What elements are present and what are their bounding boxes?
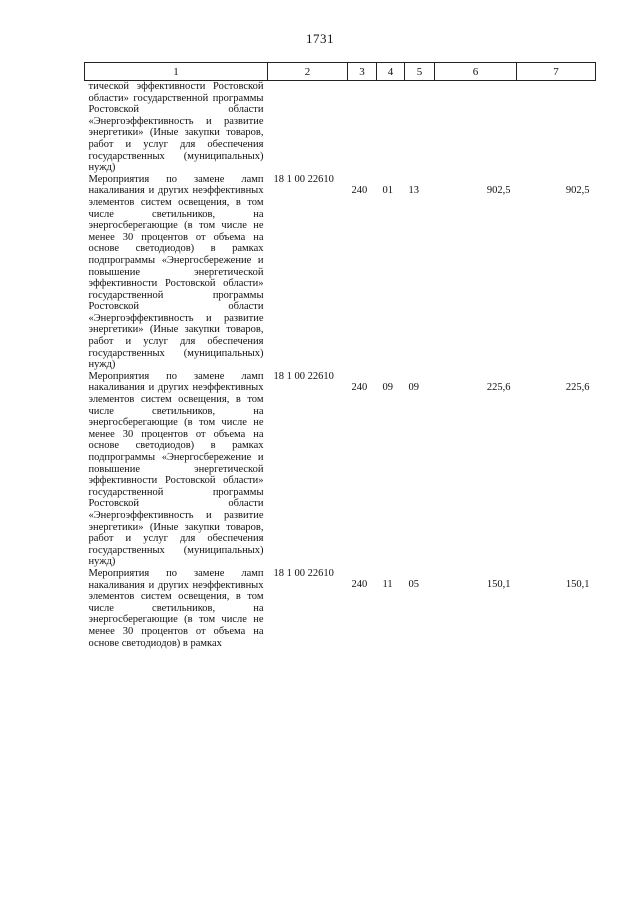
column-header: 7 xyxy=(517,63,596,81)
column-header: 1 xyxy=(85,63,268,81)
amount-col6: 902,5 xyxy=(486,184,511,196)
target-code: 18 1 00 22610 xyxy=(273,173,334,185)
amount-col6: 225,6 xyxy=(486,381,511,393)
column-header: 3 xyxy=(348,63,377,81)
subsection-code: 05 xyxy=(408,578,419,590)
amount-col7 xyxy=(517,81,596,174)
row-description: Мероприятия по замене ламп накаливания и других неэффективных элементов систем освещения, в том числе светильников, на энергосберегающие (в том числе не менее 30 процентов от объема на основе светодиодов) в рамках подпрограммы «Энергосбережение и повышение энергетической эффективности Ростовской области» государственной программы Ростовской области «Энергоэффективность и развитие энергетики» (Иные закупки товаров, работ и услуг для обеспечения государственных (муниципальных) нужд) xyxy=(88,173,264,371)
subsection-code: 13 xyxy=(408,184,419,196)
amount-col7: 902,5 xyxy=(565,184,590,196)
row-description: Мероприятия по замене ламп накаливания и других неэффективных элементов систем освещения, в том числе светильников, на энергосберегающие (в том числе не менее 30 процентов от объема на основе светодиодов) в рамках xyxy=(88,567,264,649)
amount-col6: 150,1 xyxy=(486,578,511,590)
table-row xyxy=(85,81,596,174)
column-header: 2 xyxy=(268,63,348,81)
table-row xyxy=(85,174,596,371)
subsection-code xyxy=(405,81,435,174)
amount-col6 xyxy=(435,81,517,174)
section-code xyxy=(377,81,405,174)
row-description: тической эффективности Ростовской области» государственной программы Ростовской области «Энергоэффективность и развитие энергетики» (Иные закупки товаров, работ и услуг для обеспечения государственных (муниципальных) нужд) xyxy=(88,81,264,174)
row-description: Мероприятия по замене ламп накаливания и других неэффективных элементов систем освещения, в том числе светильников, на энергосберегающие (в том числе не менее 30 процентов от объема на основе светодиодов) в рамках подпрограммы «Энергосбережение и повышение энергетической эффективности Ростовской области» государственной программы Ростовской области «Энергоэффективность и развитие энергетики» (Иные закупки товаров, работ и услуг для обеспечения государственных (муниципальных) нужд) xyxy=(88,370,264,568)
section-code: 09 xyxy=(382,381,393,393)
target-code xyxy=(268,81,348,174)
section-code: 01 xyxy=(382,184,393,196)
subsection-code: 09 xyxy=(408,381,419,393)
column-header: 6 xyxy=(435,63,517,81)
budget-table xyxy=(84,62,596,649)
expense-type-code: 240 xyxy=(351,184,368,196)
amount-col7: 150,1 xyxy=(565,578,590,590)
page-number: 1731 xyxy=(306,31,334,46)
target-code: 18 1 00 22610 xyxy=(273,370,334,382)
column-header: 5 xyxy=(405,63,435,81)
column-number-row xyxy=(85,63,596,81)
column-header: 4 xyxy=(377,63,405,81)
expense-type-code: 240 xyxy=(351,381,368,393)
amount-col7: 225,6 xyxy=(565,381,590,393)
expense-type-code: 240 xyxy=(351,578,368,590)
expense-type-code xyxy=(348,81,377,174)
table-row xyxy=(85,371,596,568)
table-row xyxy=(85,568,596,649)
target-code: 18 1 00 22610 xyxy=(273,567,334,579)
section-code: 11 xyxy=(382,578,393,590)
